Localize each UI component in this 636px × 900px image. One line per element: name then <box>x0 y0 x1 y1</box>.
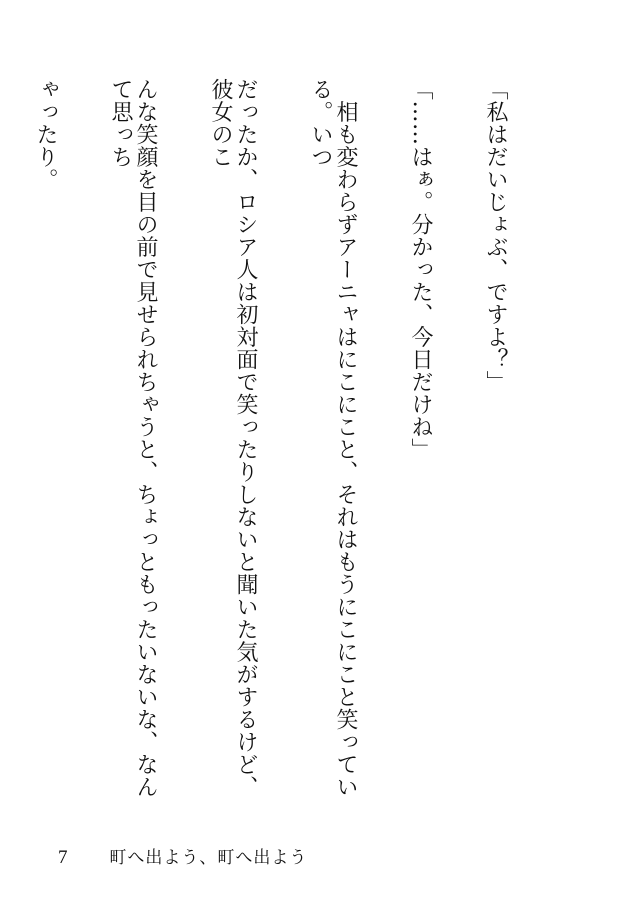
dialogue-line: 「……はぁ。分かった、今日だけね」 <box>408 78 433 461</box>
vertical-text-body <box>0 78 558 818</box>
page-footer <box>58 843 307 869</box>
narration-line: ゃったり。 <box>33 78 58 191</box>
narration-line: だったか、ロシア人は初対面で笑ったりしないと聞いた気がするけど、彼女のこ <box>208 78 258 798</box>
narration-line: 相も変わらずアーニャはにこにこと、それはもうにこにこと笑っている。いつ <box>308 78 358 798</box>
narration-line: んな笑顔を目の前で見せられちゃうと、ちょっともったいないな、なんて思っち <box>108 78 158 798</box>
dialogue-line: 「私はだいじょぶ、ですよ？」 <box>483 78 508 393</box>
page-number: 7 <box>58 847 68 868</box>
running-title: 町へ出よう、町へ出よう <box>109 848 308 868</box>
